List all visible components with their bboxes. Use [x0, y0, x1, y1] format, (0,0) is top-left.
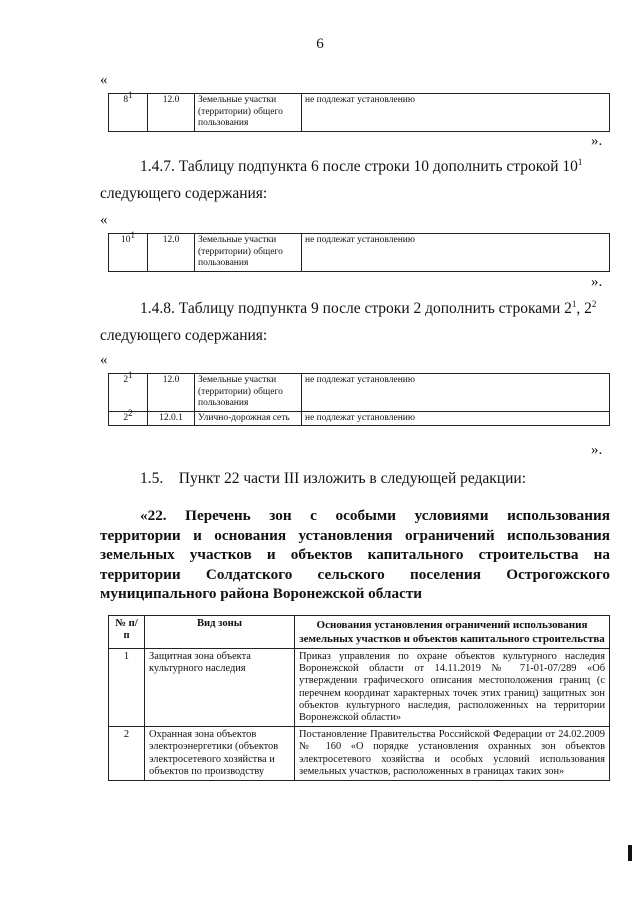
header-zone-type: Вид зоны [145, 616, 295, 649]
row-value: не подлежат установлению [302, 234, 610, 272]
header-number: № п/п [109, 616, 145, 649]
zones-table [108, 615, 610, 781]
heading-line: земельных участков и объектов капитального строительства на [100, 546, 610, 563]
row-number: $8^1$ [109, 94, 148, 132]
row-name: Улично-дорожная сеть [195, 411, 302, 426]
row-zone-type: Защитная зона объекта культурного наследия [145, 649, 295, 727]
table-b [108, 230, 610, 272]
paragraph-1-4-7: 1.4.7. Таблицу подпункта 6 после строки 10 дополнить строкой $10^1$ [140, 156, 583, 175]
row-name: Земельные участки (территории) общего пользования [195, 374, 302, 412]
row-number: $10^1$ [109, 234, 148, 272]
table-row [109, 727, 610, 781]
row-code: 12.0 [148, 374, 195, 412]
row-code: 12.0.1 [148, 411, 195, 426]
row-value: не подлежат установлению [302, 94, 610, 132]
row-code: 12.0 [148, 94, 195, 132]
paragraph-1-4-8-line2: следующего содержания: [100, 327, 268, 344]
row-zone-type: Охранная зона объектов электроэнергетики (объектов электросетевого хозяйства и объектов по производству [145, 727, 295, 781]
open-quote: « [100, 212, 108, 228]
row-number: 2 [109, 727, 145, 781]
table-row [109, 411, 610, 426]
close-quote: ». [591, 274, 603, 290]
heading-line: муниципального района Воронежской области [100, 585, 423, 602]
table-row [109, 649, 610, 727]
row-code: 12.0 [148, 234, 195, 272]
close-quote: ». [591, 442, 603, 458]
paragraph-1-4-7-line2: следующего содержания: [100, 185, 268, 202]
row-number: 1 [109, 649, 145, 727]
table-c [108, 370, 610, 426]
table-row [109, 374, 610, 412]
section-heading [100, 506, 610, 604]
row-name: Земельные участки (территории) общего пользования [195, 234, 302, 272]
table-row [109, 94, 610, 132]
row-basis: Постановление Правительства Российской Федерации от 24.02.2009 № 160 «О порядке установления охранных зон объектов электросетевого хозяйства и особых условий использования земельных участков, расположенных в границах таких зон» [295, 727, 610, 781]
close-quote: ». [591, 133, 603, 149]
table-a [108, 90, 610, 132]
edge-mark [628, 845, 632, 861]
heading-line: «22. Перечень зон с особыми условиями использования [140, 507, 610, 524]
row-basis: Приказ управления по охране объектов культурного наследия Воронежской области от 14.11.2019 № 71-01-07/289 «Об утверждении графического описания местоположения границ (с перечнем координат характерных точек этих границ) защитных зон объектов культурного наследия, расположенных на территории Воронежской области» [295, 649, 610, 727]
row-value: не подлежат установлению [302, 374, 610, 412]
page-number: 6 [316, 36, 324, 52]
row-name: Земельные участки (территории) общего пользования [195, 94, 302, 132]
table-row [109, 234, 610, 272]
open-quote: « [100, 352, 108, 368]
heading-line: территории и основания установления ограничений использования [100, 526, 610, 544]
heading-line: территории Солдатского сельского поселения Острогожского [100, 565, 610, 583]
header-basis: Основания установления ограничений использования земельных участков и объектов капитального строительства [295, 616, 610, 649]
table-header-row [109, 616, 610, 649]
row-number: $2^1$ [109, 374, 148, 412]
row-number: $2^2$ [109, 411, 148, 426]
paragraph-1-5: 1.5. Пункт 22 части III изложить в следующей редакции: [140, 470, 527, 487]
open-quote: « [100, 72, 108, 88]
row-value: не подлежат установлению [302, 411, 610, 426]
paragraph-1-4-8: 1.4.8. Таблицу подпункта 9 после строки 2 дополнить строками $2^1$, $2^2$ [140, 298, 597, 317]
